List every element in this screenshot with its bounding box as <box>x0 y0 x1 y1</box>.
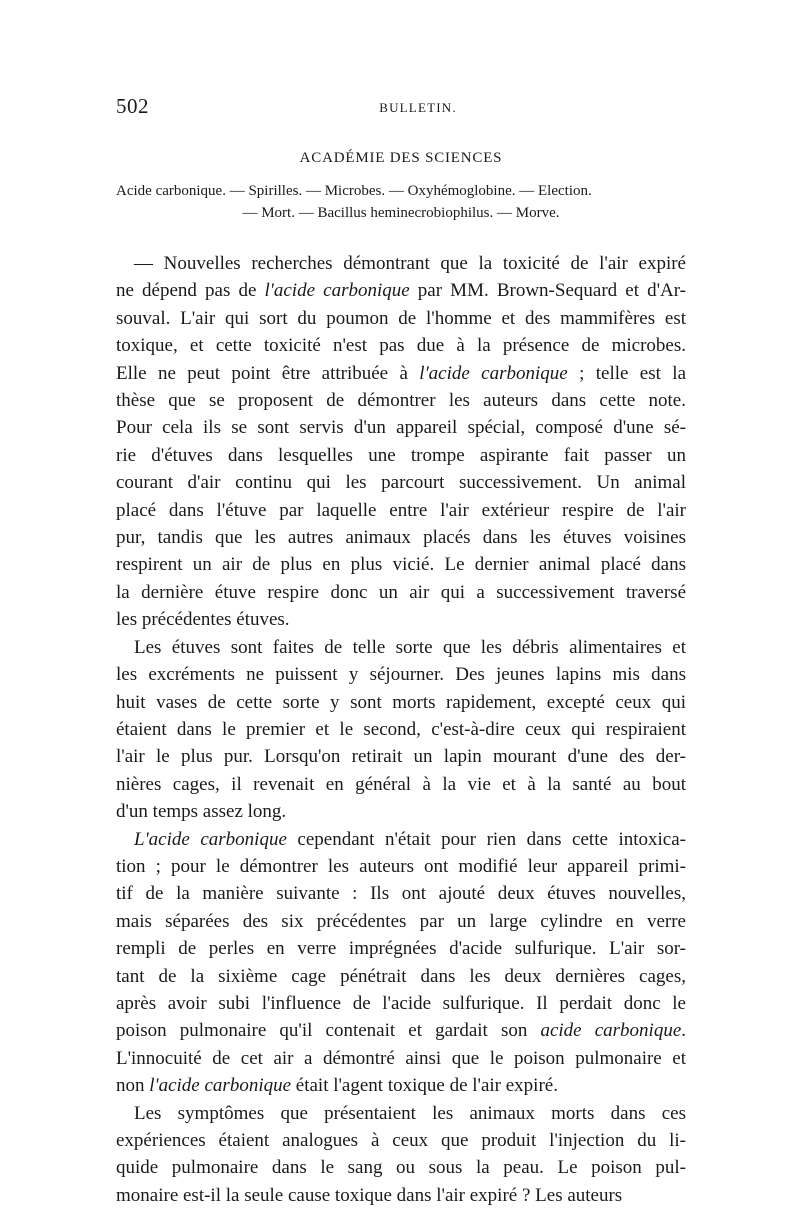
text-line: mais séparées des six précédentes par un large cylindre en verre <box>116 910 686 932</box>
summary-line: Acide carbonique. — Spirilles. — Microbes. — Oxyhémoglobine. — Election. <box>116 183 592 199</box>
text-line: nières cages, il revenait en général à la vie et à la santé au bout <box>116 773 686 795</box>
text-line: L'acide carbonique cependant n'était pour rien dans cette intoxica- <box>134 828 686 850</box>
text-line: non l'acide carbonique était l'agent toxique de l'air expiré. <box>116 1075 558 1097</box>
text-line: l'air le plus pur. Lorsqu'on retirait un lapin mourant d'une des der- <box>116 746 686 768</box>
text-line: courant d'air continu qui les parcourt successivement. Un animal <box>116 472 686 494</box>
text-line: tant de la sixième cage pénétrait dans les deux dernières cages, <box>116 965 686 987</box>
text-line: expériences étaient analogues à ceux que produit l'injection du li- <box>116 1130 686 1151</box>
running-title: BULLETIN. <box>379 100 457 115</box>
text-line: souval. L'air qui sort du poumon de l'homme et des mammifères est <box>116 307 686 329</box>
text-line: poison pulmonaire qu'il contenait et gardait son acide carbonique. <box>116 1020 686 1042</box>
text-line: Les symptômes que présentaient les animaux morts dans ces <box>134 1102 686 1124</box>
text-line: la dernière étuve respire donc un air qui a successivement traversé <box>116 581 686 603</box>
running-head <box>116 94 686 120</box>
text-line: ne dépend pas de l'acide carbonique par MM. Brown-Sequard et d'Ar- <box>116 280 687 302</box>
paragraph <box>116 634 686 826</box>
article-body <box>116 250 686 1209</box>
section-title: ACADÉMIE DES SCIENCES <box>299 150 503 166</box>
text-line: Elle ne peut point être attribuée à l'acide carbonique ; telle est la <box>116 362 686 384</box>
text-line: toxique, et cette toxicité n'est pas due à la présence de microbes. <box>116 335 686 357</box>
text-line: quide pulmonaire dans le sang ou sous la peau. Le poison pul- <box>116 1157 686 1179</box>
text-line: placé dans l'étuve par laquelle entre l'air extérieur respire de l'air <box>116 499 686 521</box>
text-line: étaient dans le premier et le second, c'est-à-dire ceux qui respiraient <box>116 718 686 740</box>
text-line: — Nouvelles recherches démontrant que la toxicité de l'air expiré <box>134 253 686 274</box>
text-line: pur, tandis que les autres animaux placés dans les étuves voisines <box>116 527 686 549</box>
text-line: thèse que se proposent de démontrer les auteurs dans cette note. <box>116 390 686 412</box>
paragraph <box>116 1100 686 1210</box>
section-summary <box>116 180 686 224</box>
text-line: Les étuves sont faites de telle sorte que les débris alimentaires et <box>134 636 686 658</box>
page-number: 502 <box>116 94 149 118</box>
text-line: huit vases de cette sorte y sont morts rapidement, excepté ceux qui <box>116 691 686 713</box>
text-line: respirent un air de plus en plus vicié. Le dernier animal placé dans <box>116 554 686 576</box>
text-line: les précédentes étuves. <box>116 609 290 631</box>
text-line: Pour cela ils se sont servis d'un appareil spécial, composé d'une sé- <box>116 417 686 439</box>
paragraph <box>116 826 686 1100</box>
text-line: d'un temps assez long. <box>116 801 287 823</box>
text-line: rempli de perles en verre imprégnées d'acide sulfurique. L'air sor- <box>116 938 686 960</box>
text-line: monaire est-il la seule cause toxique dans l'air expiré ? Les auteurs <box>116 1184 623 1206</box>
summary-line: — Mort. — Bacillus heminecrobiophilus. — Morve. <box>242 205 560 221</box>
text-line: après avoir subi l'influence de l'acide sulfurique. Il perdait donc le <box>116 992 686 1014</box>
text-line: tion ; pour le démontrer les auteurs ont modifié leur appareil primi- <box>116 855 686 877</box>
text-line: tif de la manière suivante : Ils ont ajouté deux étuves nouvelles, <box>116 883 686 905</box>
text-line: L'innocuité de cet air a démontré ainsi que le poison pulmonaire et <box>116 1047 686 1069</box>
text-line: rie d'étuves dans lesquelles une trompe aspirante fait passer un <box>116 444 686 466</box>
paragraph <box>116 250 686 634</box>
text-line: les excréments ne puissent y séjourner. Des jeunes lapins mis dans <box>116 664 686 686</box>
